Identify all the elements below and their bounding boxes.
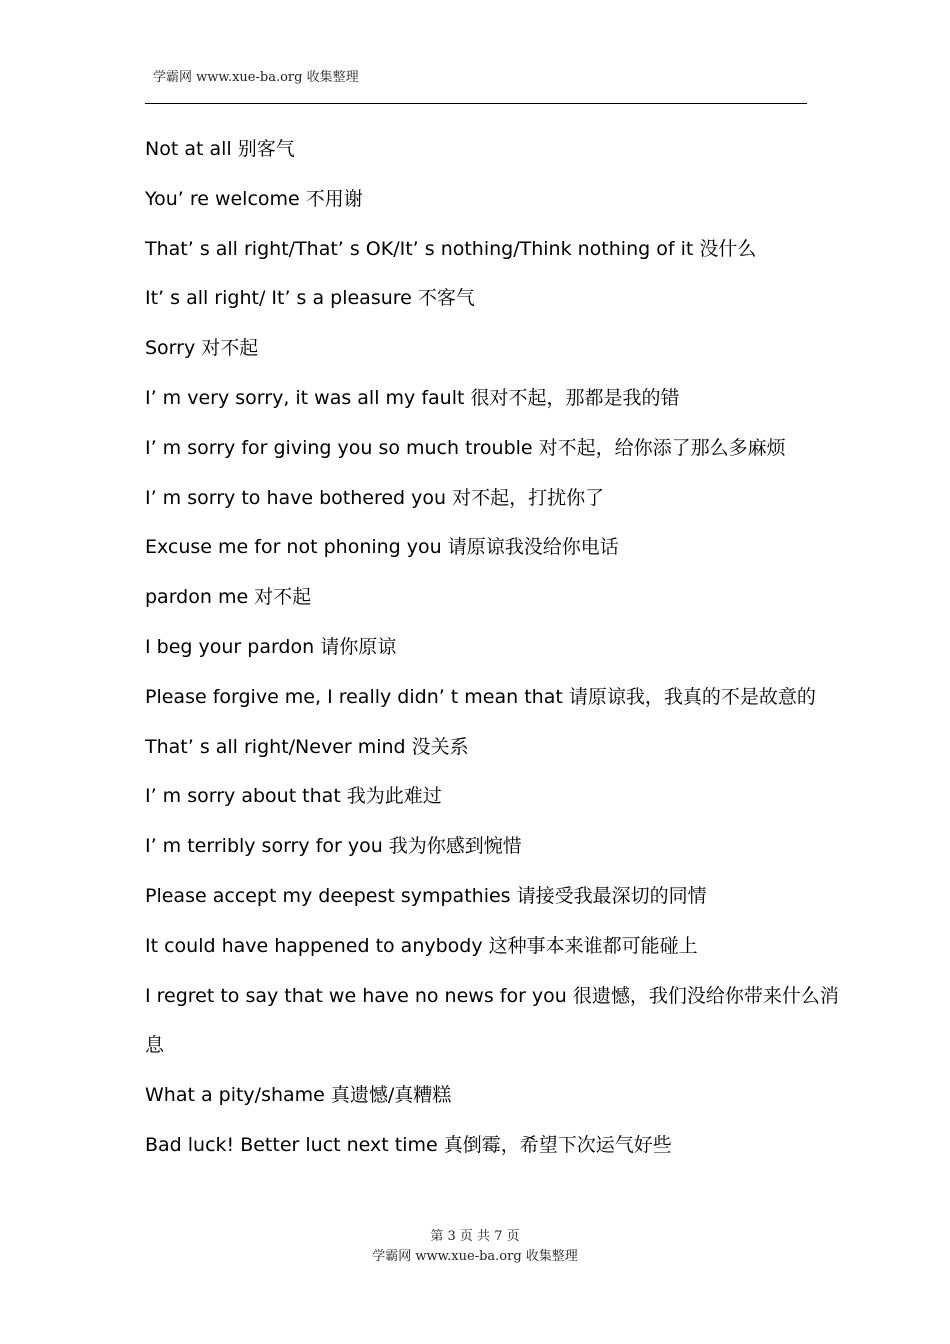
document-body — [145, 136, 839, 1182]
header-divider — [145, 103, 807, 104]
text-line: Bad luck! Better luct next time 真倒霉，希望下次运气好些 — [145, 1133, 672, 1156]
text-line: I’ m sorry about that 我为此难过 — [145, 785, 442, 808]
text-line: Excuse me for not phoning you 请原谅我没给你电话 — [145, 536, 619, 559]
footer-source: 学霸网 www.xue-ba.org 收集整理 — [372, 1249, 578, 1264]
text-line: That’ s all right/Never mind 没关系 — [145, 735, 469, 758]
text-line: It could have happened to anybody 这种事本来谁都可能碰上 — [145, 934, 698, 957]
text-line: Not at all 别客气 — [145, 138, 295, 160]
text-line: I’ m sorry to have bothered you 对不起，打扰你了 — [145, 486, 605, 509]
page-footer — [0, 1227, 950, 1267]
text-line: That’ s all right/That’ s OK/It’ s nothing/Think nothing of it 没什么 — [145, 237, 757, 260]
text-line: I’ m terribly sorry for you 我为你感到惋惜 — [145, 835, 522, 858]
text-line: pardon me 对不起 — [145, 586, 312, 609]
text-line: Please forgive me, I really didn’ t mean that 请原谅我，我真的不是故意的 — [145, 685, 816, 708]
text-line: I beg your pardon 请你原谅 — [145, 635, 397, 658]
text-line: 息 — [145, 1034, 165, 1057]
text-line: Sorry 对不起 — [145, 337, 259, 360]
page-header: 学霸网 www.xue-ba.org 收集整理 — [153, 70, 359, 85]
text-line: I regret to say that we have no news for you 很遗憾，我们没给你带来什么消 — [145, 984, 839, 1007]
text-line: I’ m very sorry, it was all my fault 很对不起，那都是我的错 — [145, 386, 680, 409]
text-line: You’ re welcome 不用谢 — [145, 187, 363, 210]
text-line: Please accept my deepest sympathies 请接受我最深切的同情 — [145, 884, 707, 907]
page-indicator: 第 3 页 共 7 页 — [430, 1229, 520, 1244]
text-line: I’ m sorry for giving you so much trouble 对不起，给你添了那么多麻烦 — [145, 436, 786, 459]
text-line: It’ s all right/ It’ s a pleasure 不客气 — [145, 287, 475, 310]
text-line: What a pity/shame 真遗憾/真糟糕 — [145, 1084, 452, 1107]
